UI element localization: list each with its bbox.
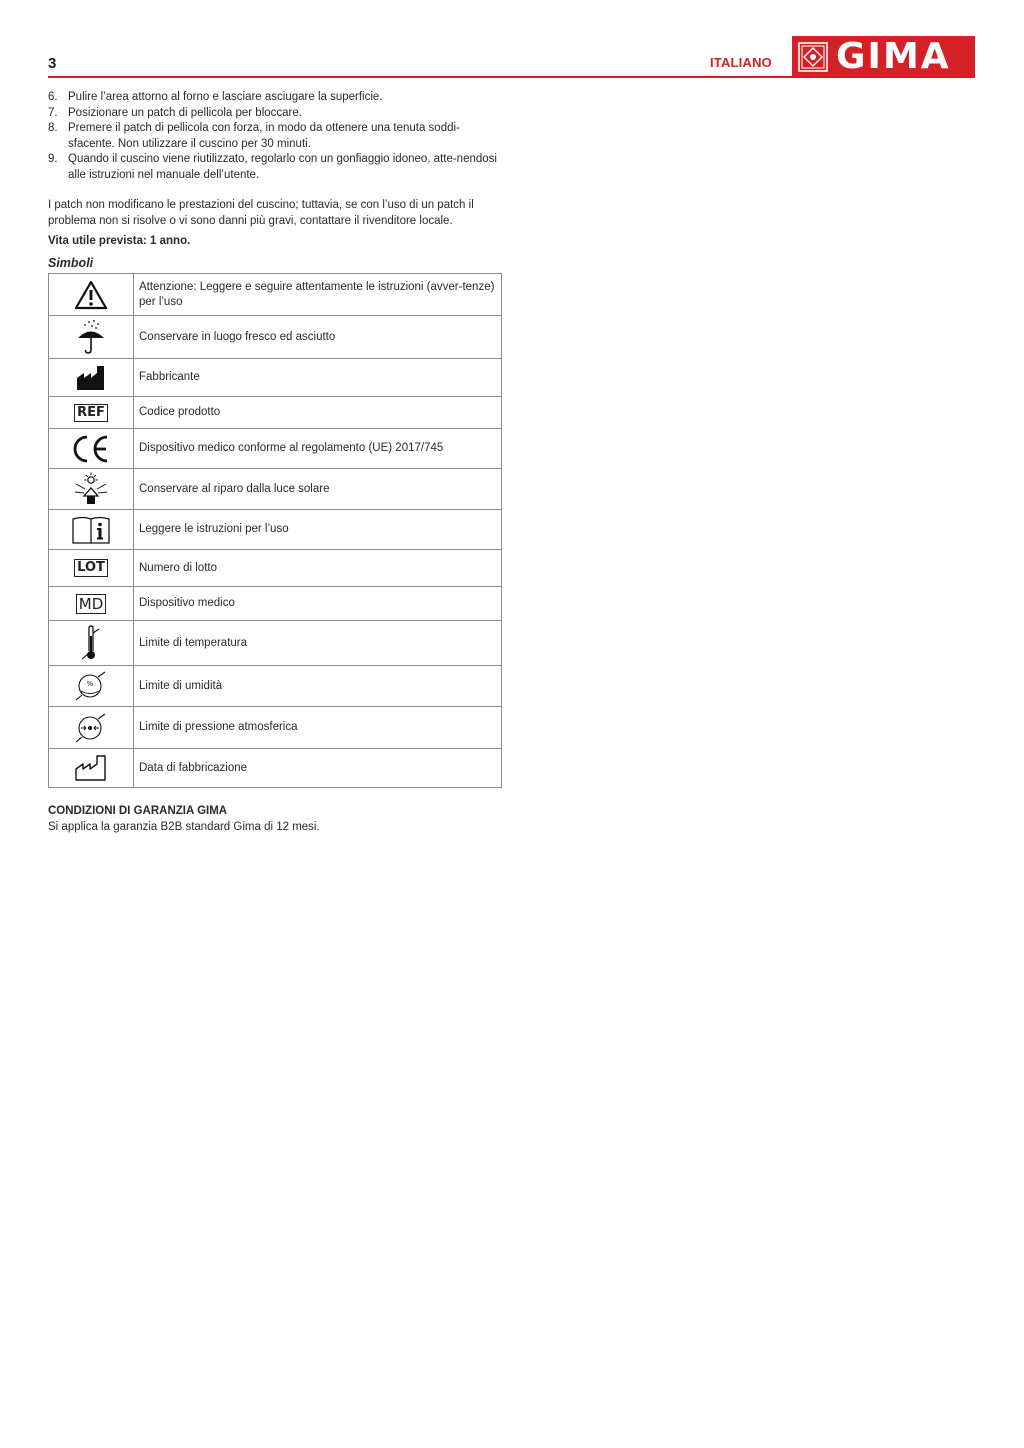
step-text: Quando il cuscino viene riutilizzato, regolarlo con un gonfiaggio idoneo, atte-nendosi alle istruzioni nel manuale dell’utente. <box>68 153 497 181</box>
manufacture-date-icon <box>74 754 108 782</box>
symbol-description: Conservare in luogo fresco ed asciutto <box>134 316 502 359</box>
humidity-limit-icon <box>74 669 108 703</box>
warning-triangle-icon <box>74 280 108 310</box>
symbol-description: Limite di temperatura <box>134 621 502 666</box>
symbol-icon-cell <box>49 274 134 316</box>
step-number: 8. <box>48 122 58 134</box>
main-content <box>48 90 503 835</box>
table-row <box>49 666 502 707</box>
table-row <box>49 587 502 621</box>
md-icon: MD <box>76 594 107 614</box>
symbol-description: Leggere le istruzioni per l’uso <box>134 510 502 550</box>
ref-icon: REF <box>74 404 108 422</box>
symbol-description: Fabbricante <box>134 359 502 397</box>
symbols-table <box>48 273 502 788</box>
table-row <box>49 429 502 469</box>
warranty-text: Si applica la garanzia B2B standard Gima di 12 mesi. <box>48 820 320 833</box>
umbrella-icon <box>75 319 107 355</box>
symbol-icon-cell <box>49 666 134 707</box>
step-number: 6. <box>48 91 58 103</box>
symbol-icon-cell <box>49 316 134 359</box>
symbol-icon-cell <box>49 550 134 587</box>
table-row <box>49 469 502 510</box>
table-row <box>49 316 502 359</box>
step-number: 9. <box>48 153 58 165</box>
symbol-description: Limite di umidità <box>134 666 502 707</box>
gima-logo-text: GIMA <box>836 36 951 77</box>
note-paragraph: I patch non modificano le prestazioni del cuscino; tuttavia, se con l’uso di un patch il problema non si risolve o vi sono danni più gravi, contattare il rivenditore locale. <box>48 199 474 227</box>
symbol-icon-cell <box>49 587 134 621</box>
symbol-icon-cell <box>49 707 134 749</box>
svg-text:%: % <box>86 680 94 688</box>
symbol-description: Dispositivo medico <box>134 587 502 621</box>
table-row <box>49 749 502 788</box>
symbol-icon-cell <box>49 359 134 397</box>
symbol-description: Dispositivo medico conforme al regolamento (UE) 2017/745 <box>134 429 502 469</box>
symbol-description: Numero di lotto <box>134 550 502 587</box>
list-item <box>48 106 503 122</box>
step-text: Pulire l’area attorno al forno e lasciare asciugare la superficie. <box>68 91 383 103</box>
symbol-description: Data di fabbricazione <box>134 749 502 788</box>
table-row <box>49 550 502 587</box>
ce-mark-icon <box>71 434 111 464</box>
symbol-icon-cell <box>49 621 134 666</box>
step-number: 7. <box>48 106 58 119</box>
gima-logo <box>792 36 975 78</box>
instruction-steps <box>48 90 503 183</box>
symbol-icon-cell <box>49 749 134 788</box>
symbol-description: Codice prodotto <box>134 397 502 429</box>
life-expectancy: Vita utile prevista: 1 anno. <box>48 235 191 247</box>
language-label: ITALIANO <box>709 55 772 70</box>
warranty-title: CONDIZIONI DI GARANZIA GIMA <box>48 805 228 817</box>
lot-icon: LOT <box>74 559 108 577</box>
pressure-limit-icon <box>74 711 108 745</box>
table-row <box>49 274 502 316</box>
page-number: 3 <box>48 55 57 72</box>
header-divider <box>48 76 794 78</box>
symbol-description: Attenzione: Leggere e seguire attentamente le istruzioni (avver-tenze) per l’uso <box>134 274 502 316</box>
thermometer-icon <box>78 624 104 662</box>
symbol-description: Limite di pressione atmosferica <box>134 707 502 749</box>
list-item <box>48 152 503 183</box>
manufacturer-factory-icon <box>76 365 106 391</box>
step-text: Premere il patch di pellicola con forza, in modo da ottenere una tenuta soddi-sfacente. Non utilizzare il cuscino per 30 minuti. <box>68 122 460 150</box>
sunlight-protection-icon <box>73 472 109 506</box>
list-item <box>48 90 503 106</box>
instructions-book-icon <box>71 515 111 545</box>
symbol-icon-cell <box>49 510 134 550</box>
table-row <box>49 510 502 550</box>
symbol-icon-cell <box>49 397 134 429</box>
gima-emblem-icon <box>798 42 828 72</box>
list-item <box>48 121 503 152</box>
step-text: Posizionare un patch di pellicola per bloccare. <box>68 106 302 119</box>
symbol-icon-cell <box>49 469 134 510</box>
table-row <box>49 397 502 429</box>
table-row <box>49 707 502 749</box>
symbol-description: Conservare al riparo dalla luce solare <box>134 469 502 510</box>
symbol-icon-cell <box>49 429 134 469</box>
table-row <box>49 621 502 666</box>
symbols-heading: Simboli <box>48 255 94 270</box>
table-row <box>49 359 502 397</box>
